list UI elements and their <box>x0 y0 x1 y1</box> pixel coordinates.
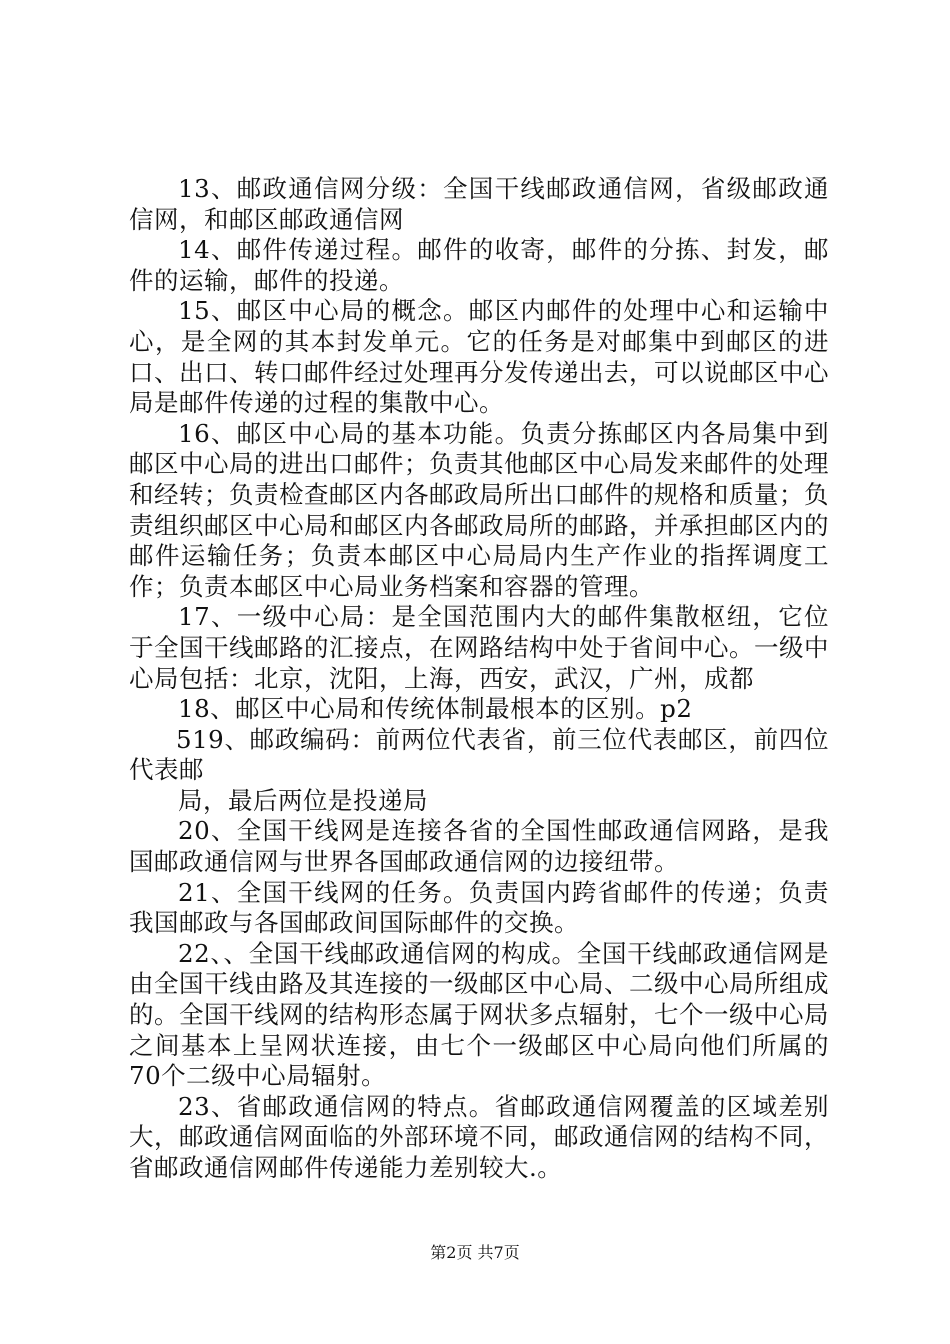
paragraph-14: 14、邮件传递过程。邮件的收寄，邮件的分拣、封发，邮件的运输，邮件的投递。 <box>129 235 829 295</box>
paragraph-18: 18、邮区中心局和传统体制最根本的区别。p2 <box>178 694 693 724</box>
paragraph-23: 23、省邮政通信网的特点。省邮政通信网覆盖的区域差别大，邮政通信网面临的外部环境不同，邮政通信网的结构不同，省邮政通信网邮件传递能力差别较大.。 <box>129 1091 829 1182</box>
paragraph-20: 20、全国干线网是连接各省的全国性邮政通信网路，是我国邮政通信网与世界各国邮政通信网的边接纽带。 <box>129 816 829 877</box>
paragraph-22: 22、、全国干线邮政通信网的构成。全国干线邮政通信网是由全国干线由路及其连接的一级邮区中心局、二级中心局所组成的。全国干线网的结构形态属于网状多点辐射，七个一级中心局之间基本上呈网状连接，由七个一级邮区中心局向他们所属的70个二级中心局辐射。 <box>129 938 829 1091</box>
paragraph-21: 21、全国干线网的任务。负责国内跨省邮件的传递；负责我国邮政与各国邮政间国际邮件的交换。 <box>129 877 829 938</box>
paragraph-19-continued: 局，最后两位是投递局 <box>178 785 428 815</box>
paragraph-19: 519、邮政编码：前两位代表省，前三位代表邮区，前四位代表邮 <box>129 724 829 785</box>
document-body <box>129 174 829 1184</box>
paragraph-16: 16、邮区中心局的基本功能。负责分拣邮区内各局集中到邮区中心局的进出口邮件；负责其他邮区中心局发来邮件的处理和经转；负责检查邮区内各邮政局所出口邮件的规格和质量；负责组织邮区中心局和邮区内各邮政局所的邮路，并承担邮区内的邮件运输任务；负责本邮区中心局局内生产作业的指挥调度工作；负责本邮区中心局业务档案和容器的管理。 <box>129 418 829 601</box>
paragraph-13: 13、邮政通信网分级：全国干线邮政通信网，省级邮政通信网，和邮区邮政通信网 <box>129 174 829 234</box>
paragraph-15: 15、邮区中心局的概念。邮区内邮件的处理中心和运输中心，是全网的其本封发单元。它的任务是对邮集中到邮区的进口、出口、转口邮件经过处理再分发传递出去，可以说邮区中心局是邮件传递的过程的集散中心。 <box>129 296 829 418</box>
page-number-footer: 第2页 共7页 <box>430 1243 520 1262</box>
paragraph-17: 17、一级中心局：是全国范围内大的邮件集散枢纽，它位于全国干线邮路的汇接点，在网路结构中处于省间中心。一级中心局包括：北京，沈阳，上海，西安，武汉，广州，成都 <box>129 602 829 693</box>
